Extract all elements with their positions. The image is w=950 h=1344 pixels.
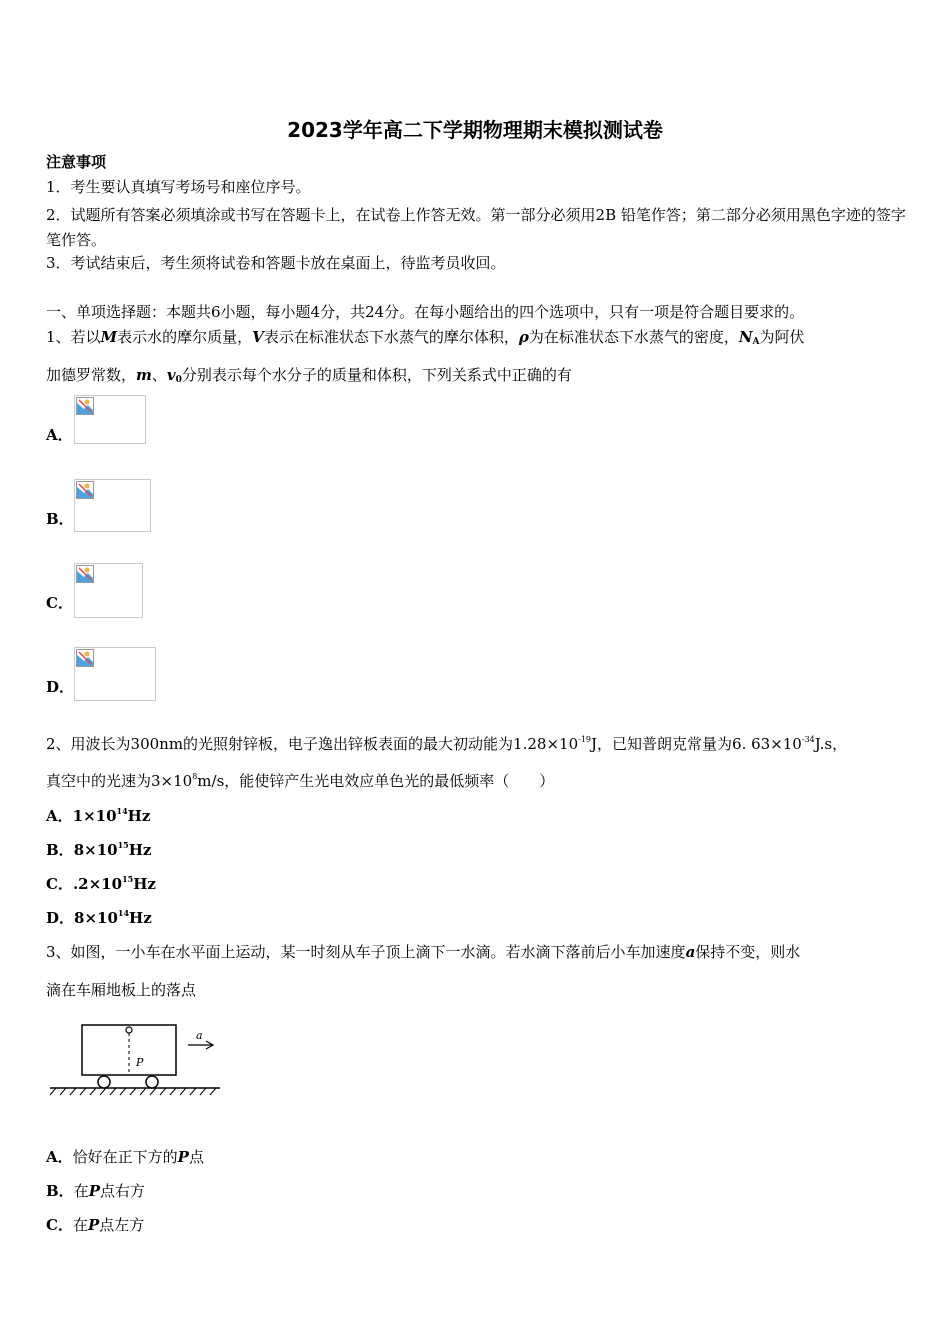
q1-option-a-image — [74, 395, 146, 444]
question-2-line-1: 2、用波长为300nm的光照射锌板，电子逸出锌板表面的最大初动能为$1.28\times 10^{-19}J$，已知普朗克常量为6. $63\times 10^{-34}J.s$， — [46, 735, 848, 753]
q2-option-d: D．$8\times 10^{14}Hz$ — [46, 908, 152, 927]
q2-option-b: B．$8\times 10^{15}Hz$ — [46, 840, 152, 859]
q1-option-b-label: B． — [46, 510, 74, 528]
point-p-label: P — [136, 1056, 144, 1069]
notice-item-3: 3．考试结束后，考生须将试卷和答题卡放在桌面上，待监考员收回。 — [46, 254, 506, 272]
broken-image-icon — [76, 649, 94, 667]
ground-hatching — [50, 1088, 216, 1095]
broken-image-icon — [76, 565, 94, 583]
q1-option-b-image — [74, 479, 151, 532]
section-heading: 一、单项选择题：本题共6小题，每小题4分，共24分。在每小题给出的四个选项中，只有一项是符合题目要求的。 — [46, 303, 805, 321]
question-1-line-1: 1、若以M表示水的摩尔质量，V表示在标准状态下水蒸气的摩尔体积，ρ为在标准状态下水蒸气的密度，$N_A$为阿伏 — [46, 328, 805, 347]
cart-wheel-left — [98, 1076, 110, 1088]
page-title: 2023学年高二下学期物理期末模拟测试卷 — [287, 118, 663, 142]
cart-wheel-right — [146, 1076, 158, 1088]
cart-diagram — [46, 1018, 226, 1098]
q1-option-c-label: C． — [46, 594, 73, 612]
q1-option-d-image — [74, 647, 156, 701]
q1-option-d-label: D． — [46, 678, 75, 696]
acceleration-label: a — [196, 1029, 203, 1042]
q3-option-c: C．在P点左方 — [46, 1216, 145, 1234]
q3-option-b: B．在P点右方 — [46, 1182, 145, 1200]
notice-item-1: 1．考生要认真填写考场号和座位序号。 — [46, 178, 311, 196]
notice-item-2: 2．试题所有答案必须填涂或书写在答题卡上，在试卷上作答无效。第一部分必须用2B 铅笔作答；第二部分必须用黑色字迹的签字笔作答。 — [46, 206, 906, 249]
q2-option-a: A．$1\times 10^{14}Hz$ — [46, 806, 151, 825]
q1-option-c-image — [74, 563, 143, 618]
notice-heading: 注意事项 — [46, 153, 107, 171]
question-3-line-2: 滴在车厢地板上的落点 — [46, 981, 197, 999]
water-drop — [126, 1027, 132, 1033]
question-1-line-2: 加德罗常数，m、$v_0$分别表示每个水分子的质量和体积，下列关系式中正确的有 — [46, 366, 572, 385]
question-3-line-1: 3、如图，一小车在水平面上运动，某一时刻从车子顶上滴下一水滴。若水滴下落前后小车加速度a保持不变，则水 — [46, 943, 801, 961]
broken-image-icon — [76, 481, 94, 499]
q3-option-a: A．恰好在正下方的P点 — [46, 1148, 204, 1166]
q2-option-c: C．$.2\times 10^{15}Hz$ — [46, 874, 156, 893]
question-2-line-2: 真空中的光速为$3\times 10^8m/s$，能使锌产生光电效应单色光的最低频率（ ） — [46, 772, 555, 790]
q1-option-a-label: A． — [46, 426, 73, 444]
broken-image-icon — [76, 397, 94, 415]
